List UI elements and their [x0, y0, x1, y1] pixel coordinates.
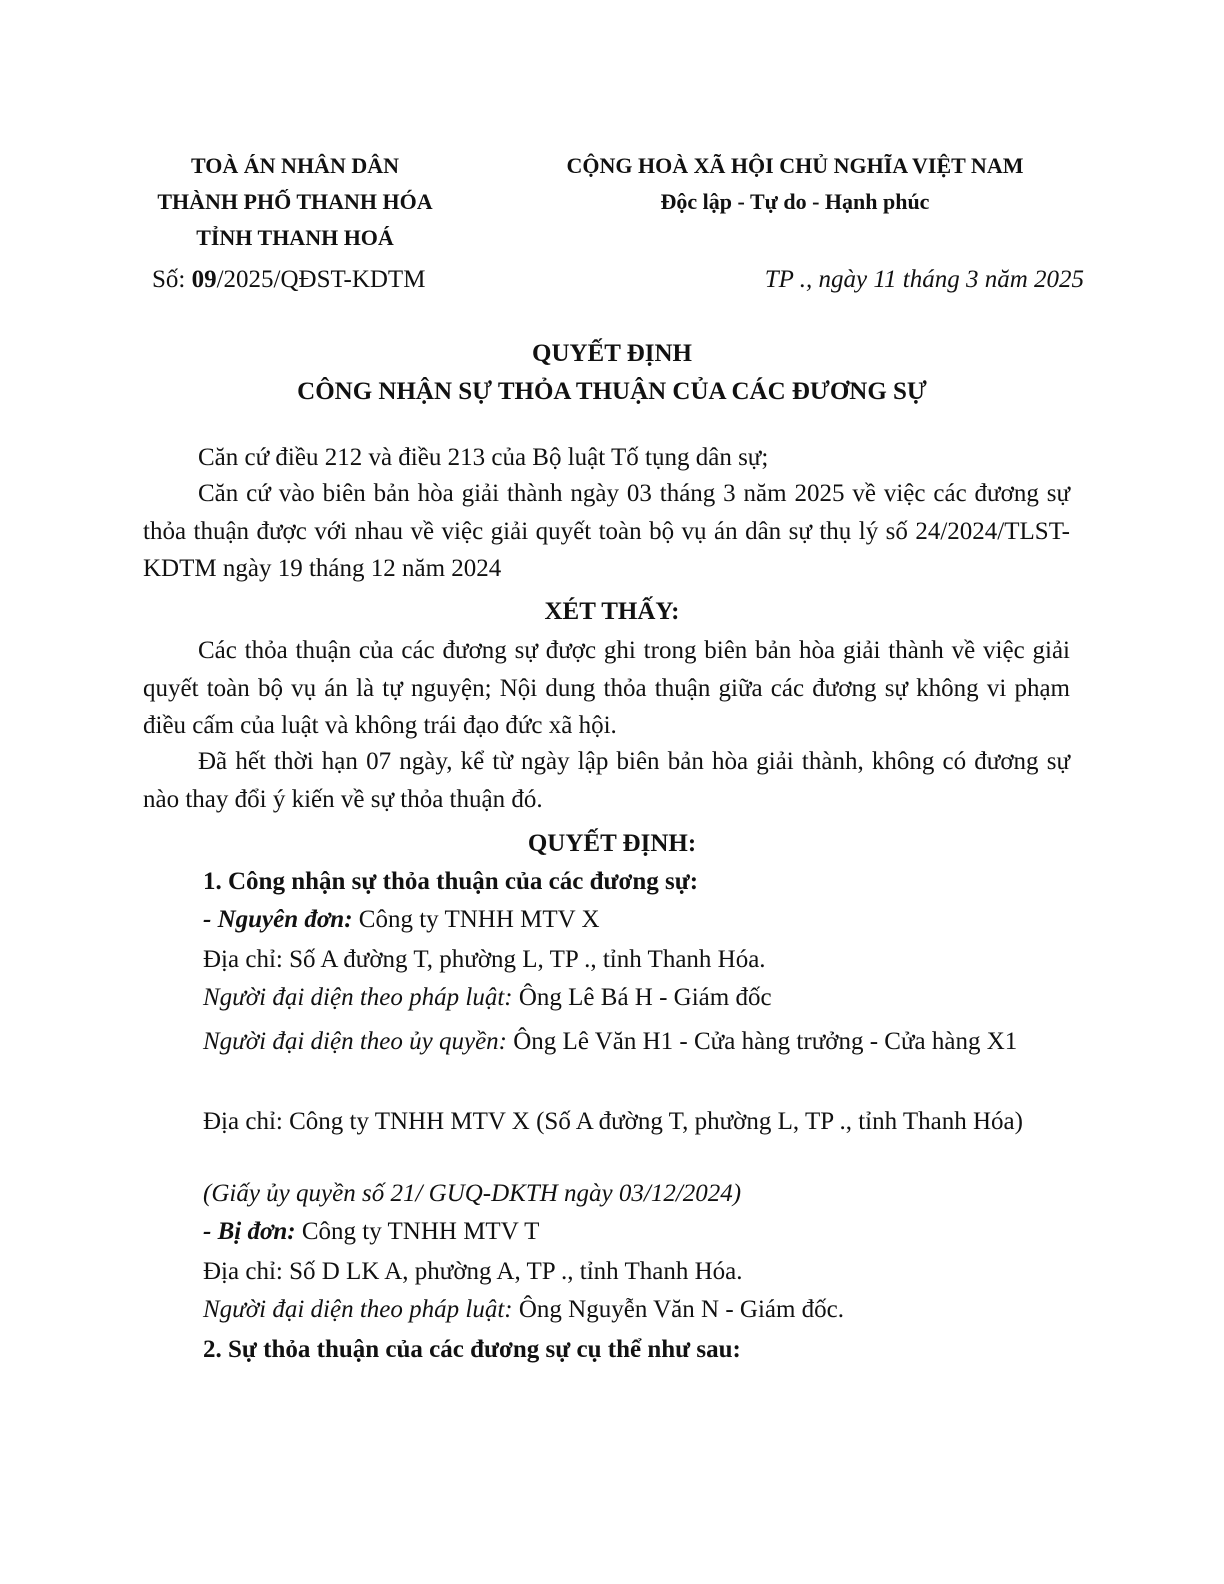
plaintiff-name: Công ty TNHH MTV X [352, 906, 600, 933]
court-line-2: THÀNH PHỐ THANH HÓA [157, 189, 433, 214]
document-title: QUYẾT ĐỊNH [532, 340, 692, 367]
plaintiff-line [203, 906, 600, 934]
decision-heading: QUYẾT ĐỊNH: [527, 830, 697, 857]
plaintiff-legal-value: Ông Lê Bá H - Giám đốc [512, 984, 772, 1011]
defendant-name: Công ty TNHH MTV T [295, 1218, 540, 1245]
authorization-document: (Giấy ủy quyền số 21/ GUQ-DKTH ngày 03/12/2024) [203, 1180, 742, 1207]
nation-header [530, 148, 1060, 220]
number-prefix: Số: [152, 266, 192, 293]
court-line-1: TOÀ ÁN NHÂN DÂN [191, 153, 399, 178]
defendant-line [203, 1218, 539, 1246]
court-header [140, 148, 450, 256]
decision-item-1: 1. Công nhận sự thỏa thuận của các đương sự: [203, 868, 699, 895]
document-date: TP ., ngày 11 tháng 3 năm 2025 [764, 266, 1084, 293]
defendant-legal-rep [203, 1296, 844, 1324]
number-value: 09 [191, 266, 217, 293]
findings-heading: XÉT THẤY: [544, 598, 680, 625]
plaintiff-legal-label: Người đại diện theo pháp luật: [203, 984, 513, 1011]
number-suffix: /2025/QĐST-KDTM [216, 266, 426, 293]
plaintiff-auth-label: Người đại diện theo ủy quyền: [203, 1028, 507, 1055]
court-line-3: TỈNH THANH HOÁ [196, 225, 394, 250]
defendant-legal-label: Người đại diện theo pháp luật: [203, 1296, 513, 1323]
document-number [152, 266, 425, 294]
preamble-basis-1: Căn cứ điều 212 và điều 213 của Bộ luật Tố tụng dân sự; [198, 444, 769, 471]
nation-name: CỘNG HOÀ XÃ HỘI CHỦ NGHĨA VIỆT NAM [566, 153, 1024, 178]
decision-item-2: 2. Sự thỏa thuận của các đương sự cụ thể như sau: [203, 1336, 741, 1363]
document-subtitle: CÔNG NHẬN SỰ THỎA THUẬN CỦA CÁC ĐƯƠNG SỰ [297, 378, 927, 405]
defendant-legal-value: Ông Nguyễn Văn N - Giám đốc. [512, 1296, 845, 1323]
defendant-address: Địa chỉ: Số D LK A, phường A, TP ., tỉnh Thanh Hóa. [203, 1258, 743, 1285]
findings-paragraph-1: Các thỏa thuận của các đương sự được ghi trong biên bản hòa giải thành về việc giải quyết toàn bộ vụ án là tự nguyện; Nội dung thỏa thuận giữa các đương sự không vi phạm điều cấm của luật và không trái đạo đức xã hội. [143, 637, 1070, 739]
plaintiff-authorized-rep [143, 1022, 1070, 1062]
plaintiff-label: - Nguyên đơn: [203, 906, 353, 933]
defendant-label: - Bị đơn: [203, 1218, 296, 1245]
plaintiff-auth-address: Địa chỉ: Công ty TNHH MTV X (Số A đường T, phường L, TP ., tỉnh Thanh Hóa) [203, 1108, 1023, 1135]
plaintiff-auth-value: Ông Lê Văn H1 - Cửa hàng trưởng - Cửa hàng X1 [507, 1028, 1018, 1055]
plaintiff-legal-rep [203, 984, 772, 1012]
plaintiff-address: Địa chỉ: Số A đường T, phường L, TP ., tỉnh Thanh Hóa. [203, 946, 766, 973]
preamble-basis-2: Căn cứ vào biên bản hòa giải thành ngày 03 tháng 3 năm 2025 về việc các đương sự thỏa thuận được với nhau về việc giải quyết toàn bộ vụ án dân sự thụ lý số 24/2024/TLST-KDTM ngày 19 tháng 12 năm 2024 [143, 480, 1070, 582]
nation-motto: Độc lập - Tự do - Hạnh phúc [660, 189, 930, 214]
findings-paragraph-2: Đã hết thời hạn 07 ngày, kể từ ngày lập biên bản hòa giải thành, không có đương sự nào thay đổi ý kiến về sự thỏa thuận đó. [143, 748, 1070, 813]
